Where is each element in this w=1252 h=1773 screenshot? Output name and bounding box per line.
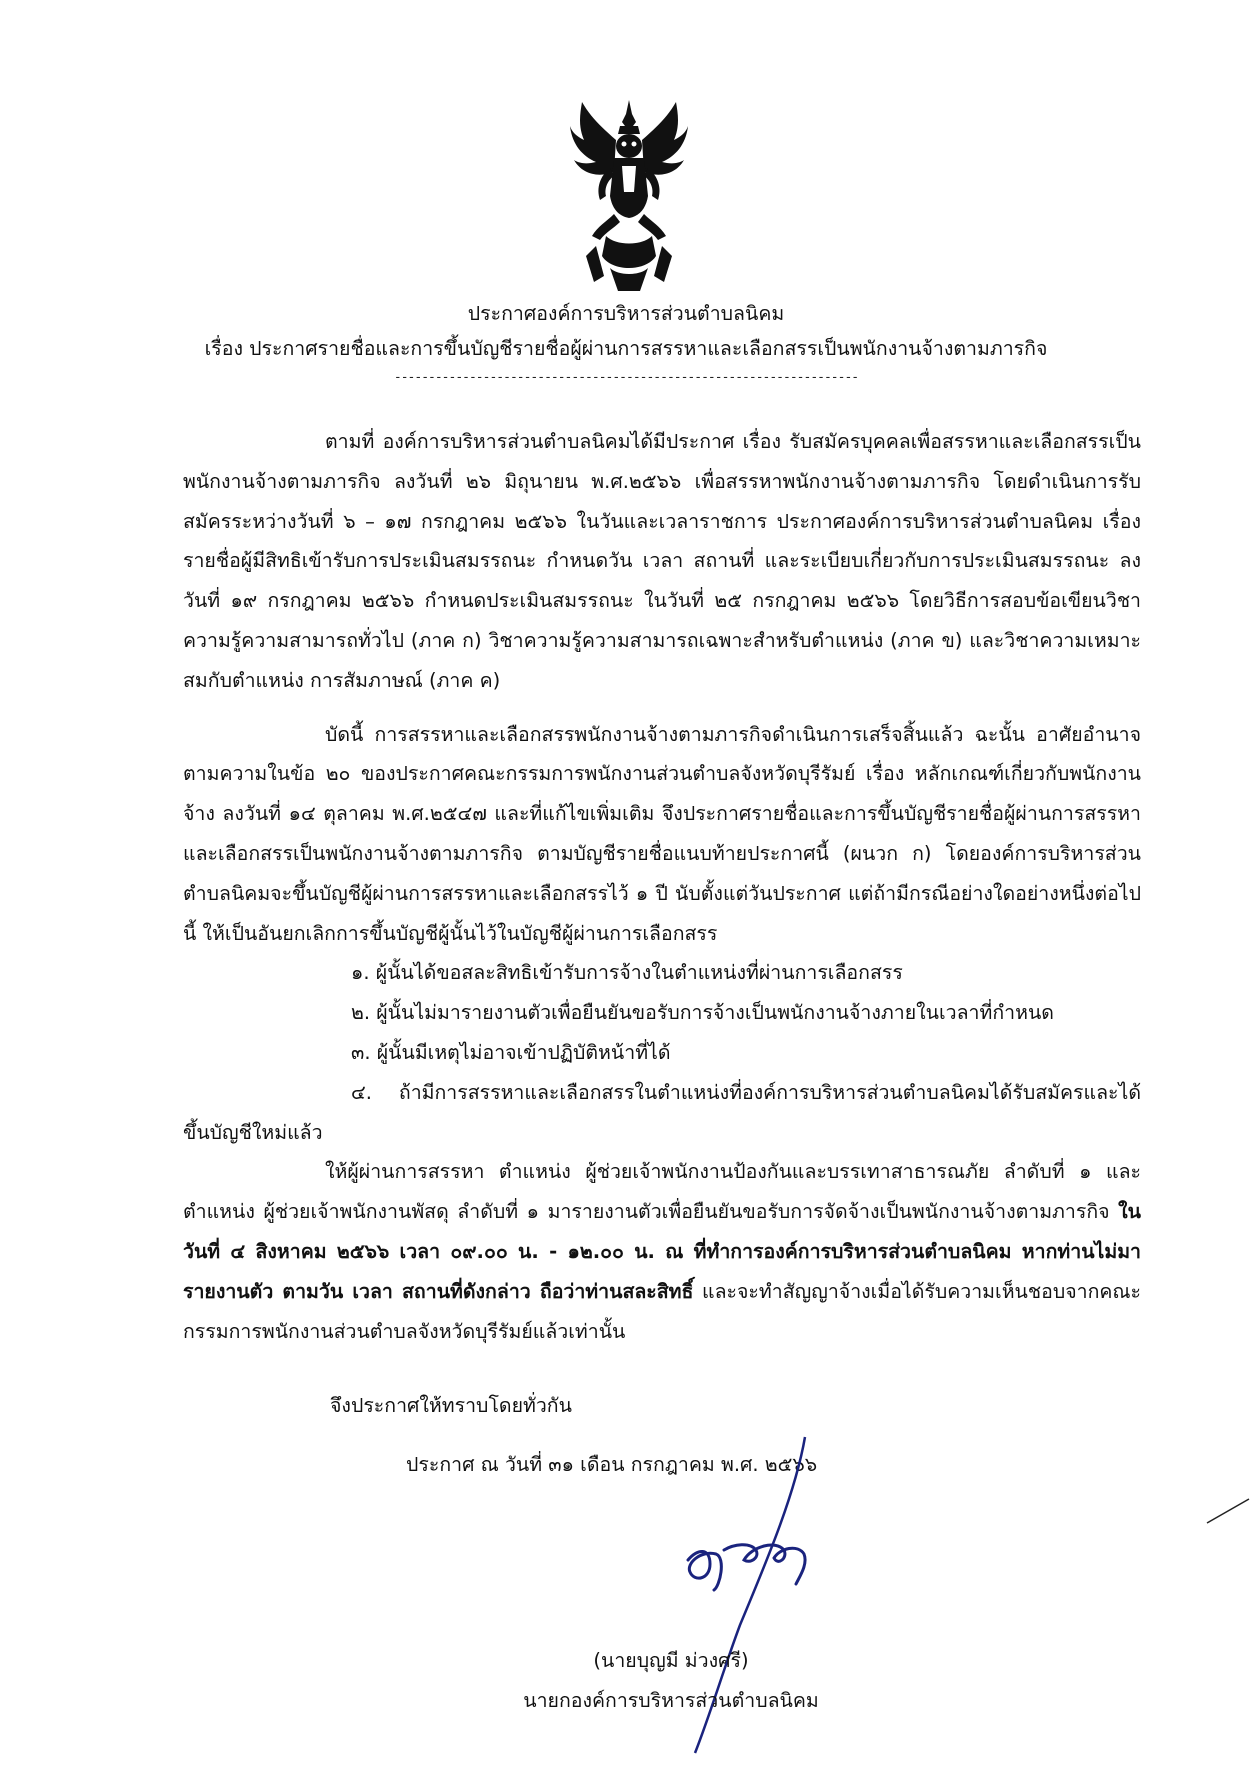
pen-mark-icon bbox=[1205, 1495, 1250, 1525]
announce-date: ประกาศ ณ วันที่ ๓๑ เดือน กรกฎาคม พ.ศ. ๒๕๖๖ bbox=[406, 1453, 818, 1476]
document-subject: เรื่อง ประกาศรายชื่อและการขึ้นบัญชีรายชื่อผู้ผ่านการสรรหาและเลือกสรรเป็นพนักงานจ้างตามภารกิจ bbox=[204, 337, 1048, 360]
paragraph-2: บัดนี้ การสรรหาและเลือกสรรพนักงานจ้างตามภารกิจดำเนินการเสร็จสิ้นแล้ว ฉะนั้น อาศัยอำนาจตามความในข้อ ๒๐ ของประกาศคณะกรรมการพนักงานส่วนตำบลจังหวัดบุรีรัมย์ เรื่อง หลักเกณฑ์เกี่ยวกับพนักงานจ้าง ลงวันที่ ๑๔ ตุลาคม พ.ศ.๒๕๔๗ และที่แก้ไขเพิ่มเติม จึงประกาศรายชื่อและการขึ้นบัญชีรายชื่อผู้ผ่านการสรรหาและเลือกสรรเป็นพนักงานจ้างตามภารกิจ ตามบัญชีรายชื่อแนบท้ายประกาศนี้ (ผนวก ก) โดยองค์การบริหารส่วนตำบลนิคมจะขึ้นบัญชีผู้ผ่านการสรรหาและเลือกสรรไว้ ๑ ปี นับตั้งแต่วันประกาศ แต่ถ้ามีกรณีอย่างใดอย่างหนึ่งต่อไปนี้ ให้เป็นอันยกเลิกการขึ้นบัญชีผู้นั้นไว้ในบัญชีผู้ผ่านการเลือกสรร bbox=[183, 722, 1141, 945]
announce-line: จึงประกาศให้ทราบโดยทั่วกัน bbox=[330, 1394, 572, 1417]
list-item-4: ๔. ถ้ามีการสรรหาและเลือกสรรในตำแหน่งที่องค์การบริหารส่วนตำบลนิคมได้รับสมัครและได้ขึ้นบัญชีใหม่แล้ว bbox=[183, 1080, 1141, 1144]
header-separator: -------------------------------------------------------------------- bbox=[393, 370, 859, 385]
paragraph-3 bbox=[183, 1152, 1141, 1351]
signer-name: (นายบุญมี ม่วงศรี) bbox=[593, 1649, 749, 1672]
document-body bbox=[183, 422, 1141, 1351]
paragraph-3-tail: และจะทำสัญญาจ้างเมื่อได้รับความเห็นชอบจากคณะกรรมการพนักงานส่วนตำบลจังหวัดบุรีรัมย์แล้วเท่านั้น bbox=[183, 1279, 1141, 1343]
list-item: ๓. ผู้นั้นมีเหตุไม่อาจเข้าปฏิบัติหน้าที่ได้ bbox=[351, 1040, 671, 1064]
garuda-emblem-icon bbox=[570, 96, 688, 291]
list-item: ๒. ผู้นั้นไม่มารายงานตัวเพื่อยืนยันขอรับการจ้างเป็นพนักงานจ้างภายในเวลาที่กำหนด bbox=[351, 1001, 1054, 1025]
document-header bbox=[0, 296, 1252, 385]
list-item: ๑. ผู้นั้นได้ขอสละสิทธิเข้ารับการจ้างในตำแหน่งที่ผ่านการเลือกสรร bbox=[351, 961, 903, 985]
paragraph-3-text: ให้ผู้ผ่านการสรรหา ตำแหน่ง ผู้ช่วยเจ้าพนักงานป้องกันและบรรเทาสาธารณภัย ลำดับที่ ๑ และตำแหน่ง ผู้ช่วยเจ้าพนักงานพัสดุ ลำดับที่ ๑ มารายงานตัวเพื่อยืนยันขอรับการจัดจ้างเป็นพนักงานจ้างตามภารกิจ bbox=[183, 1160, 1141, 1224]
paragraph-3-bold: ในวันที่ ๔ สิงหาคม ๒๕๖๖ เวลา ๐๙.๐๐ น. - ๑๒.๐๐ น. ณ ที่ทำการองค์การบริหารส่วนตำบลนิคม หากท่านไม่มารายงานตัว ตามวัน เวลา สถานที่ดังกล่าว ถือว่าท่านสละสิทธิ์ bbox=[183, 1200, 1141, 1303]
paragraph-1: ตามที่ องค์การบริหารส่วนตำบลนิคมได้มีประกาศ เรื่อง รับสมัครบุคคลเพื่อสรรหาและเลือกสรรเป็นพนักงานจ้างตามภารกิจ ลงวันที่ ๒๖ มิถุนายน พ.ศ.๒๕๖๖ เพื่อสรรหาพนักงานจ้างตามภารกิจ โดยดำเนินการรับสมัครระหว่างวันที่ ๖ – ๑๗ กรกฎาคม ๒๕๖๖ ในวันและเวลาราชการ ประกาศองค์การบริหารส่วนตำบลนิคม เรื่อง รายชื่อผู้มีสิทธิเข้ารับการประเมินสมรรถนะ กำหนดวัน เวลา สถานที่ และระเบียบเกี่ยวกับการประเมินสมรรถนะ ลงวันที่ ๑๙ กรกฎาคม ๒๕๖๖ กำหนดประเมินสมรรถนะ ในวันที่ ๒๕ กรกฎาคม ๒๕๖๖ โดยวิธีการสอบข้อเขียนวิชาความรู้ความสามารถทั่วไป (ภาค ก) วิชาความรู้ความสามารถเฉพาะสำหรับตำแหน่ง (ภาค ข) และวิชาความเหมาะสมกับตำแหน่ง การสัมภาษณ์ (ภาค ค) bbox=[183, 430, 1141, 692]
handwritten-signature bbox=[680, 1520, 830, 1600]
signer-position: นายกองค์การบริหารส่วนตำบลนิคม bbox=[523, 1689, 819, 1712]
list-item bbox=[183, 1073, 1141, 1153]
document-title: ประกาศองค์การบริหารส่วนตำบลนิคม bbox=[467, 302, 785, 325]
